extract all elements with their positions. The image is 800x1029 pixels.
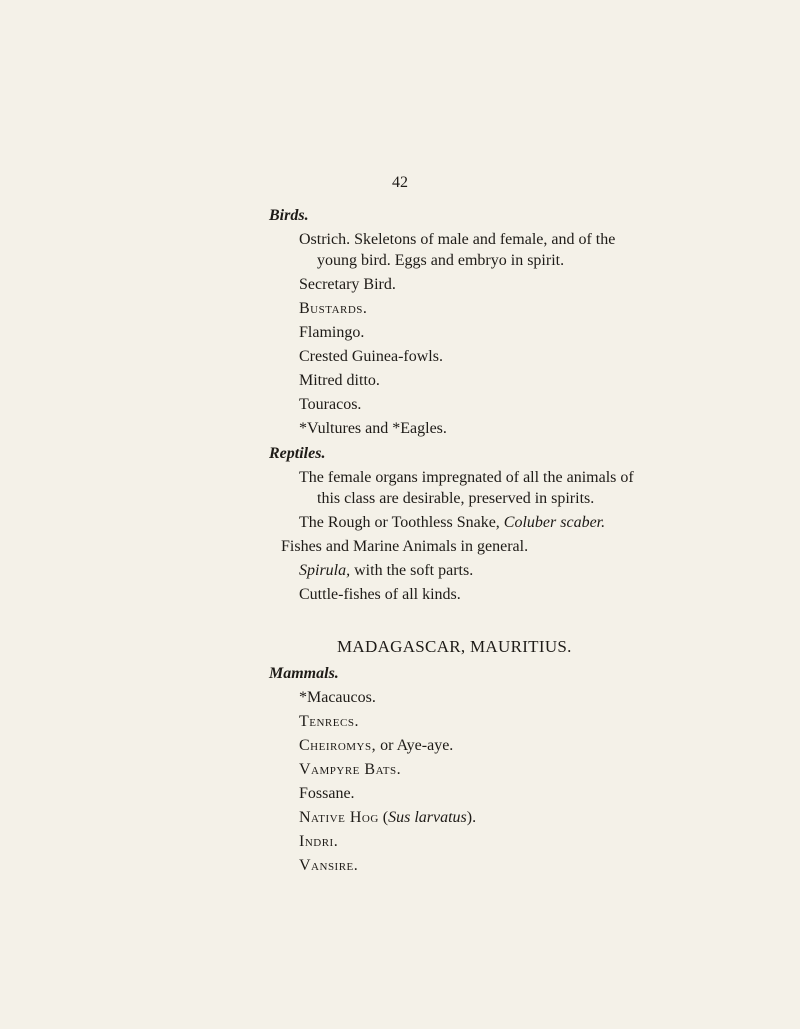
- bustards: Bustards.: [299, 300, 368, 317]
- native-hog-close: ).: [466, 809, 477, 826]
- mammals-heading: Mammals.: [269, 665, 339, 682]
- vansire: Vansire.: [299, 857, 359, 874]
- cheiromys: [299, 736, 453, 756]
- cheiromys-name: Cheiromys,: [299, 737, 377, 754]
- ostrich-line-2: young bird. Eggs and embryo in spirit.: [317, 252, 565, 269]
- native-hog-name: Native Hog: [299, 809, 379, 826]
- rough-snake-text: The Rough or Toothless Snake,: [299, 514, 504, 531]
- spirula: [299, 561, 473, 581]
- crested-guinea-fowls: Crested Guinea-fowls.: [299, 348, 443, 365]
- fishes-marine: Fishes and Marine Animals in general.: [281, 538, 529, 555]
- spirula-name: Spirula,: [299, 562, 351, 579]
- sus-larvatus: Sus larvatus: [388, 809, 467, 826]
- touracos: Touracos.: [299, 396, 362, 413]
- native-hog-open: (: [378, 809, 389, 826]
- reptiles-heading: Reptiles.: [269, 445, 326, 462]
- birds-heading: Birds.: [269, 207, 309, 224]
- vultures-eagles: *Vultures and *Eagles.: [299, 420, 447, 437]
- flamingo: Flamingo.: [299, 324, 365, 341]
- page-number: 42: [392, 174, 408, 191]
- coluber-scaber: Coluber scaber.: [503, 514, 606, 531]
- section-title: MADAGASCAR, MAURITIUS.: [337, 637, 572, 656]
- native-hog: [299, 808, 476, 828]
- secretary-bird: Secretary Bird.: [299, 276, 396, 293]
- indri: Indri.: [299, 833, 339, 850]
- vampyre-bats: Vampyre Bats.: [299, 761, 402, 778]
- spirula-text: with the soft parts.: [350, 562, 474, 579]
- macaucos: *Macaucos.: [299, 689, 376, 706]
- cuttle-fishes: Cuttle-fishes of all kinds.: [299, 586, 461, 603]
- female-organs-line-1: The female organs impregnated of all the animals of: [299, 469, 634, 486]
- ostrich-line-1: Ostrich. Skeletons of male and female, and of the: [299, 231, 616, 248]
- fossane: Fossane.: [299, 785, 355, 802]
- cheiromys-text: or Aye-aye.: [376, 737, 454, 754]
- female-organs-line-2: this class are desirable, preserved in spirits.: [317, 490, 595, 507]
- tenrecs: Tenrecs.: [299, 713, 359, 730]
- mitred-ditto: Mitred ditto.: [299, 372, 380, 389]
- rough-snake: [299, 513, 605, 533]
